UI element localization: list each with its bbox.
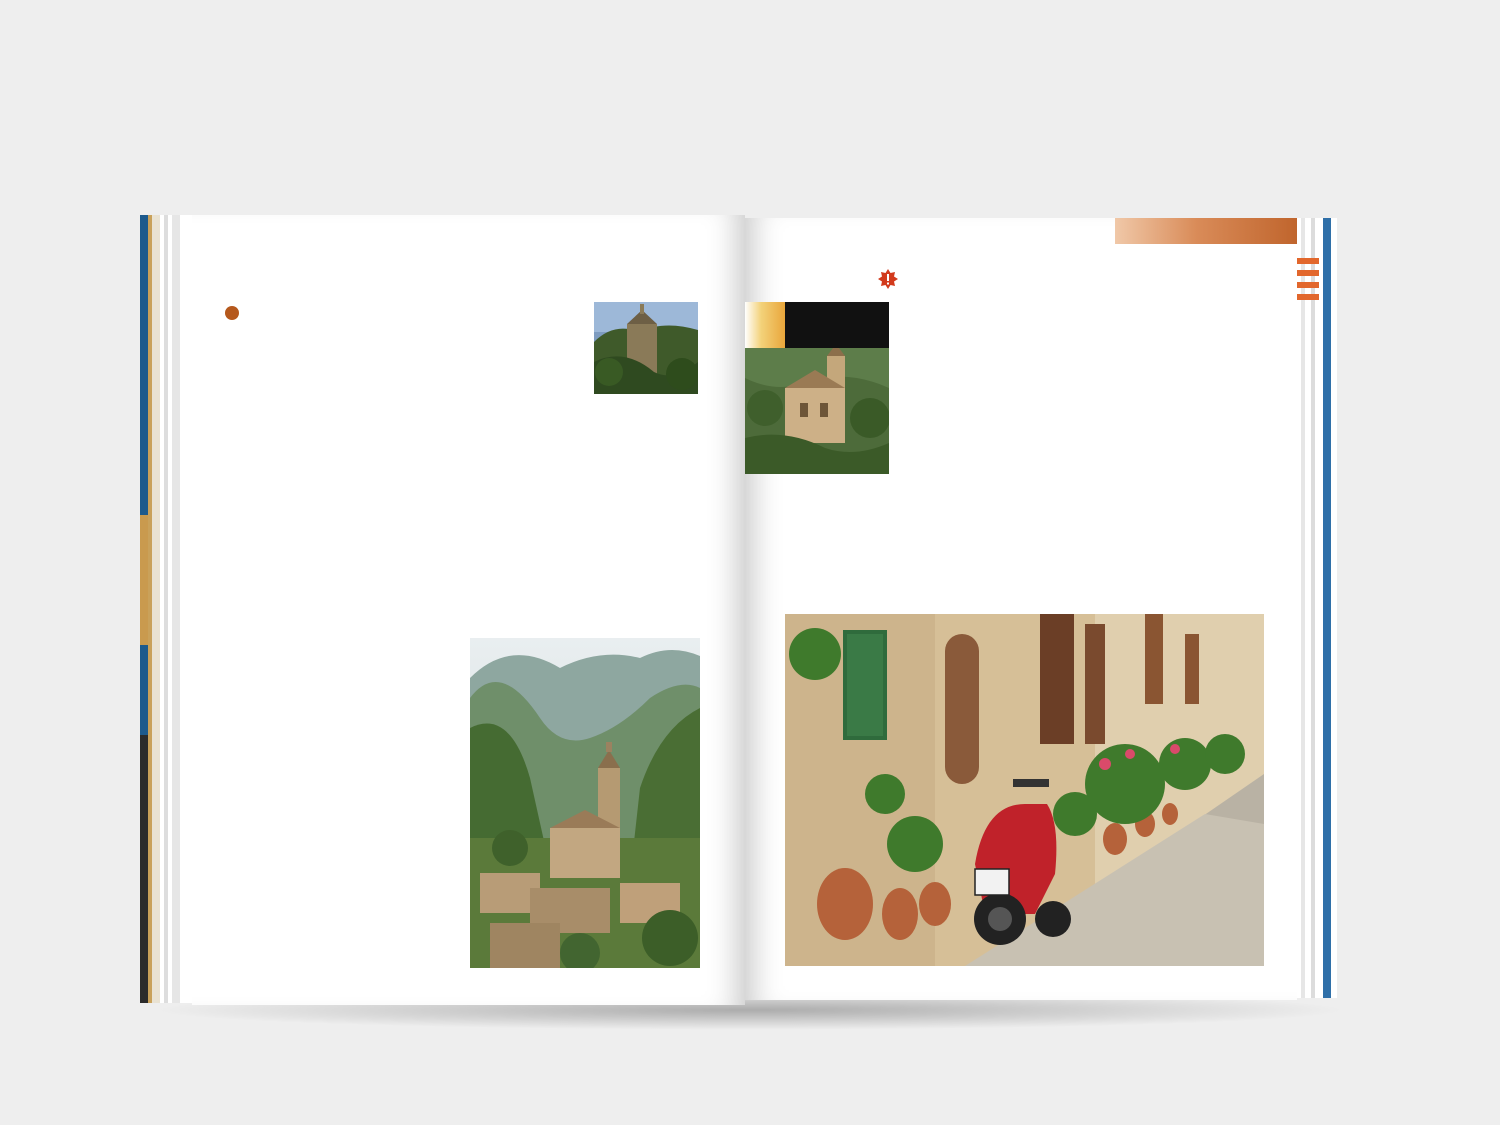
edge-tab: [1297, 270, 1319, 276]
exclamation-badge-icon: [878, 269, 898, 289]
cartoixa-photo: [745, 348, 889, 474]
old-quarter-photo: [785, 614, 1264, 966]
left-page: [192, 215, 745, 1005]
edge-band: [140, 515, 148, 645]
section-header-band: [1115, 218, 1297, 244]
la-trinitat-photo: [594, 302, 698, 394]
right-page: [745, 218, 1297, 1000]
edge-tab: [1297, 294, 1319, 300]
article-body-continued: [224, 622, 458, 944]
poi-box: [785, 302, 889, 348]
edge-tab: [1297, 258, 1319, 264]
edge-tab: [1297, 282, 1319, 288]
left-page-edges: [140, 215, 195, 1003]
valldemossa-parish-church-photo: [470, 638, 700, 968]
section-number-badge: [225, 306, 239, 320]
right-page-edges: [1295, 218, 1337, 998]
poi-accent-bar: [745, 302, 785, 348]
edge-band: [140, 735, 148, 1003]
